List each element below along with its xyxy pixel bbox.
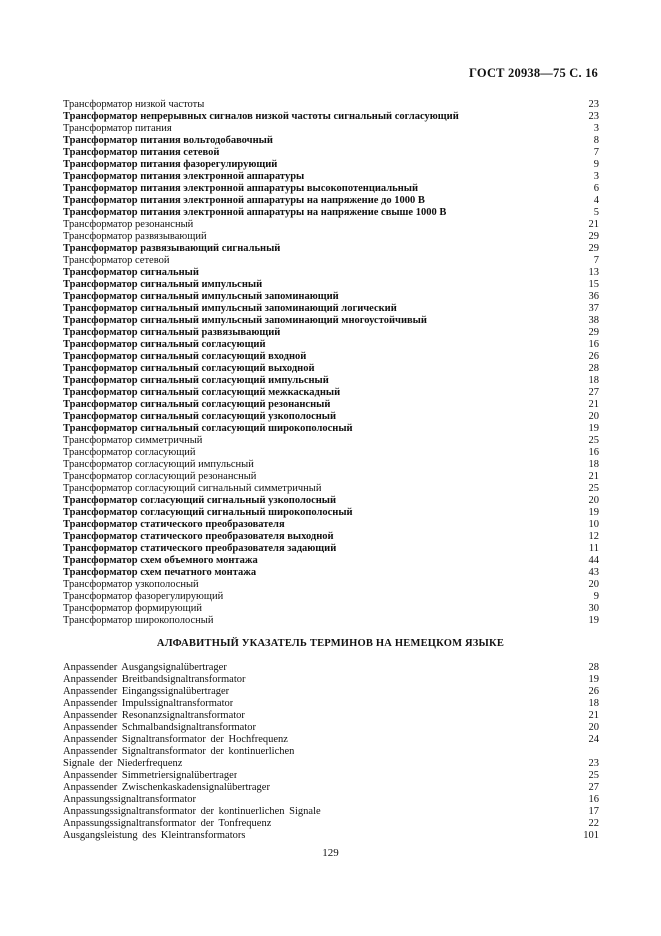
- index-page-ref: 25: [588, 435, 599, 446]
- index-term: Трансформатор резонансный: [63, 219, 194, 230]
- index-entry: [63, 267, 599, 279]
- russian-term-index: [63, 99, 599, 627]
- index-term: Anpassungssignaltransformator der kontinuerlichen Signale: [63, 806, 321, 817]
- index-entry: [63, 698, 599, 710]
- index-term: Трансформатор статического преобразователя: [63, 519, 285, 530]
- index-entry: [63, 147, 599, 159]
- index-term: Трансформатор питания электронной аппаратуры на напряжение свыше 1000 В: [63, 207, 447, 218]
- index-entry: [63, 399, 599, 411]
- index-term: Трансформатор непрерывных сигналов низкой частоты сигнальный согласующий: [63, 111, 459, 122]
- index-term: Трансформатор узкополосный: [63, 579, 199, 590]
- index-page-ref: 30: [588, 603, 599, 614]
- index-term: Anpassender Signaltransformator der kontinuerlichen: [63, 746, 295, 757]
- index-page-ref: 19: [588, 423, 599, 434]
- index-entry: [63, 243, 599, 255]
- index-entry: [63, 471, 599, 483]
- index-page-ref: 20: [588, 411, 599, 422]
- index-page-ref: 7: [593, 147, 599, 158]
- index-entry: [63, 591, 599, 603]
- index-page-ref: 12: [588, 531, 599, 542]
- index-term: Anpassender Simmetriersignalübertrager: [63, 770, 238, 781]
- index-term: Трансформатор развязывающий: [63, 231, 207, 242]
- index-page-ref: 22: [588, 818, 599, 829]
- index-page-ref: 21: [588, 399, 599, 410]
- index-page-ref: 19: [588, 674, 599, 685]
- index-entry: [63, 411, 599, 423]
- index-term: Трансформатор сигнальный согласующий узкополосный: [63, 411, 337, 422]
- index-page-ref: 16: [588, 794, 599, 805]
- index-entry: [63, 483, 599, 495]
- index-term: Трансформатор сигнальный согласующий входной: [63, 351, 307, 362]
- index-entry: [63, 207, 599, 219]
- index-entry: [63, 339, 599, 351]
- index-entry: [63, 674, 599, 686]
- index-term: Anpassender Schmalbandsignaltransformator: [63, 722, 256, 733]
- index-term: Трансформатор низкой частоты: [63, 99, 205, 110]
- index-page-ref: 8: [593, 135, 599, 146]
- index-term: Трансформатор сетевой: [63, 255, 170, 266]
- index-entry: [63, 531, 599, 543]
- index-page-ref: 21: [588, 710, 599, 721]
- index-term: Трансформатор сигнальный импульсный запоминающий: [63, 291, 339, 302]
- index-page-ref: 9: [593, 591, 599, 602]
- index-entry: [63, 734, 599, 746]
- index-term: Трансформатор согласующий импульсный: [63, 459, 254, 470]
- index-entry: [63, 315, 599, 327]
- index-entry: [63, 291, 599, 303]
- index-page-ref: 16: [588, 447, 599, 458]
- index-entry: [63, 543, 599, 555]
- index-entry: [63, 818, 599, 830]
- index-page-ref: 20: [588, 495, 599, 506]
- index-page-ref: 28: [588, 662, 599, 673]
- index-page-ref: 7: [593, 255, 599, 266]
- index-page-ref: 20: [588, 579, 599, 590]
- index-term: Трансформатор сигнальный согласующий межкаскадный: [63, 387, 341, 398]
- index-page-ref: 18: [588, 459, 599, 470]
- index-term: Трансформатор фазорегулирующий: [63, 591, 224, 602]
- index-entry: [63, 447, 599, 459]
- index-page-ref: 25: [588, 770, 599, 781]
- index-term: Трансформатор симметричный: [63, 435, 203, 446]
- index-entry: [63, 519, 599, 531]
- german-index-title: АЛФАВИТНЫЙ УКАЗАТЕЛЬ ТЕРМИНОВ НА НЕМЕЦКОМ ЯЗЫКЕ: [156, 638, 505, 649]
- index-entry: [63, 327, 599, 339]
- index-page-ref: 15: [588, 279, 599, 290]
- index-entry: [63, 710, 599, 722]
- index-page-ref: 19: [588, 507, 599, 518]
- index-entry: [63, 171, 599, 183]
- index-entry: [63, 135, 599, 147]
- index-entry: [63, 195, 599, 207]
- index-page-ref: 5: [593, 207, 599, 218]
- index-term: Трансформатор питания фазорегулирующий: [63, 159, 278, 170]
- index-term: Трансформатор схем печатного монтажа: [63, 567, 257, 578]
- index-term: Трансформатор формирующий: [63, 603, 202, 614]
- index-entry: [63, 567, 599, 579]
- index-term: Трансформатор согласующий резонансный: [63, 471, 257, 482]
- index-term: Anpassender Resonanzsignaltransformator: [63, 710, 245, 721]
- index-page-ref: 21: [588, 219, 599, 230]
- index-page-ref: 3: [593, 123, 599, 134]
- index-term: Трансформатор схем объемного монтажа: [63, 555, 258, 566]
- index-term: Signale der Niederfrequenz: [63, 758, 183, 769]
- index-page-ref: 43: [588, 567, 599, 578]
- index-term: Трансформатор согласующий сигнальный симметричный: [63, 483, 322, 494]
- index-entry: [63, 555, 599, 567]
- index-term: Anpassender Impulssignaltransformator: [63, 698, 234, 709]
- index-entry: [63, 435, 599, 447]
- index-page-ref: 16: [588, 339, 599, 350]
- index-entry: [63, 111, 599, 123]
- index-entry: [63, 279, 599, 291]
- index-entry: [63, 459, 599, 471]
- index-page-ref: 18: [588, 375, 599, 386]
- index-term: Трансформатор широкополосный: [63, 615, 214, 626]
- index-entry: [63, 770, 599, 782]
- index-page-ref: 21: [588, 471, 599, 482]
- index-term: Трансформатор питания электронной аппаратуры на напряжение до 1000 В: [63, 195, 425, 206]
- index-term: Трансформатор статического преобразователя выходной: [63, 531, 334, 542]
- index-page-ref: 101: [583, 830, 599, 841]
- index-page-ref: 23: [588, 99, 599, 110]
- german-term-index: [63, 662, 599, 842]
- index-term: Трансформатор сигнальный согласующий выходной: [63, 363, 315, 374]
- index-entry: [63, 794, 599, 806]
- index-entry: [63, 159, 599, 171]
- index-page-ref: 27: [588, 782, 599, 793]
- index-entry: [63, 603, 599, 615]
- index-entry: [63, 615, 599, 627]
- index-term: Трансформатор статического преобразователя задающий: [63, 543, 337, 554]
- index-term: Трансформатор сигнальный согласующий импульсный: [63, 375, 329, 386]
- index-entry: [63, 351, 599, 363]
- index-term: Трансформатор сигнальный импульсный запоминающий многоустойчивый: [63, 315, 427, 326]
- index-entry: [63, 758, 599, 770]
- index-page-ref: 29: [588, 243, 599, 254]
- document-header: ГОСТ 20938—75 С. 16: [469, 66, 598, 80]
- index-term: Anpassungssignaltransformator: [63, 794, 196, 805]
- index-entry: [63, 507, 599, 519]
- index-term: Трансформатор питания сетевой: [63, 147, 220, 158]
- index-entry: [63, 806, 599, 818]
- index-page-ref: 23: [588, 111, 599, 122]
- index-entry: [63, 495, 599, 507]
- index-entry: [63, 363, 599, 375]
- index-term: Ausgangsleistung des Kleintransformators: [63, 830, 246, 841]
- index-term: Anpassender Eingangssignalübertrager: [63, 686, 230, 697]
- index-entry: [63, 387, 599, 399]
- index-page-ref: 27: [588, 387, 599, 398]
- index-page-ref: 24: [588, 734, 599, 745]
- index-entry: [63, 99, 599, 111]
- index-term: Трансформатор сигнальный развязывающий: [63, 327, 281, 338]
- index-term: Трансформатор сигнальный импульсный: [63, 279, 263, 290]
- index-term: Anpassender Ausgangsignalübertrager: [63, 662, 227, 673]
- index-term: Трансформатор согласующий сигнальный широкополосный: [63, 507, 353, 518]
- index-entry: [63, 686, 599, 698]
- index-entry: [63, 183, 599, 195]
- page-number: 129: [322, 847, 339, 859]
- index-page-ref: 19: [588, 615, 599, 626]
- index-entry: [63, 722, 599, 734]
- index-page-ref: 36: [588, 291, 599, 302]
- index-page-ref: 28: [588, 363, 599, 374]
- index-page-ref: 37: [588, 303, 599, 314]
- index-page-ref: 11: [588, 543, 599, 554]
- index-entry: [63, 746, 599, 758]
- index-page-ref: 6: [593, 183, 599, 194]
- index-term: Anpassungssignaltransformator der Tonfrequenz: [63, 818, 272, 829]
- index-term: Трансформатор сигнальный согласующий широкополосный: [63, 423, 353, 434]
- index-term: Anpassender Signaltransformator der Hochfrequenz: [63, 734, 288, 745]
- index-page-ref: 44: [588, 555, 599, 566]
- index-term: Трансформатор развязывающий сигнальный: [63, 243, 281, 254]
- index-entry: [63, 303, 599, 315]
- index-page-ref: 23: [588, 758, 599, 769]
- index-page-ref: 26: [588, 686, 599, 697]
- index-term: Anpassender Breitbandsignaltransformator: [63, 674, 246, 685]
- index-term: Трансформатор питания электронной аппаратуры: [63, 171, 305, 182]
- index-term: Anpassender Zwischenkaskadensignalübertrager: [63, 782, 270, 793]
- index-term: Трансформатор согласующий сигнальный узкополосный: [63, 495, 337, 506]
- index-entry: [63, 830, 599, 842]
- index-term: Трансформатор питания: [63, 123, 172, 134]
- index-page-ref: 9: [593, 159, 599, 170]
- index-entry: [63, 219, 599, 231]
- index-entry: [63, 423, 599, 435]
- index-page-ref: 17: [588, 806, 599, 817]
- index-term: Трансформатор сигнальный согласующий резонансный: [63, 399, 331, 410]
- index-entry: [63, 782, 599, 794]
- index-entry: [63, 255, 599, 267]
- index-term: Трансформатор питания вольтодобавочный: [63, 135, 273, 146]
- index-page-ref: 29: [588, 231, 599, 242]
- index-entry: [63, 231, 599, 243]
- index-page-ref: 4: [593, 195, 599, 206]
- index-entry: [63, 375, 599, 387]
- index-page-ref: 18: [588, 698, 599, 709]
- index-page-ref: 25: [588, 483, 599, 494]
- index-term: Трансформатор согласующий: [63, 447, 196, 458]
- index-page-ref: 10: [588, 519, 599, 530]
- index-term: Трансформатор сигнальный импульсный запоминающий логический: [63, 303, 397, 314]
- index-entry: [63, 579, 599, 591]
- index-page-ref: 26: [588, 351, 599, 362]
- index-page-ref: 38: [588, 315, 599, 326]
- index-entry: [63, 123, 599, 135]
- index-page-ref: 29: [588, 327, 599, 338]
- index-entry: [63, 662, 599, 674]
- index-term: Трансформатор сигнальный: [63, 267, 199, 278]
- index-page-ref: 3: [593, 171, 599, 182]
- index-page-ref: 20: [588, 722, 599, 733]
- index-term: Трансформатор сигнальный согласующий: [63, 339, 266, 350]
- index-page-ref: 13: [588, 267, 599, 278]
- index-term: Трансформатор питания электронной аппаратуры высокопотенциальный: [63, 183, 419, 194]
